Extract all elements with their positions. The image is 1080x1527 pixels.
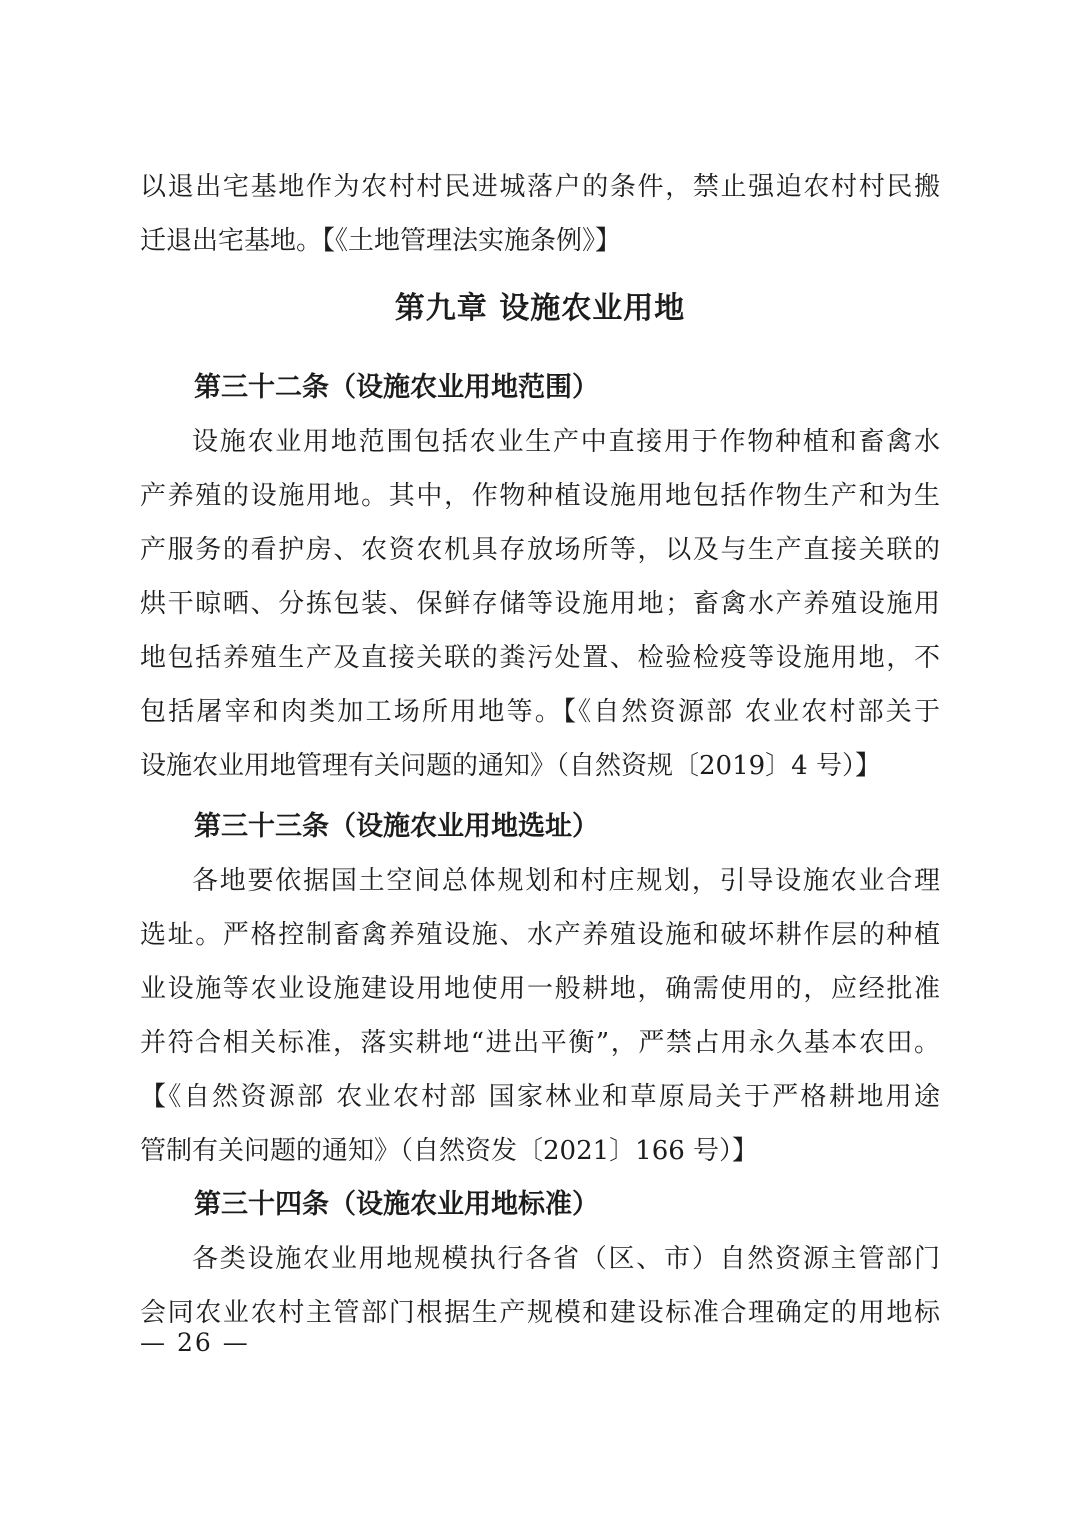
paragraph-line: 各类设施农业用地规模执行各省（区、市）自然资源主管部门 bbox=[192, 1244, 940, 1274]
article-heading: 第三十二条（设施农业用地范围） bbox=[194, 372, 599, 403]
document-body bbox=[140, 160, 940, 1340]
paragraph-line: 并符合相关标准，落实耕地“进出平衡”，严禁占用永久基本农田。 bbox=[140, 1028, 940, 1058]
paragraph-line: 产养殖的设施用地。其中，作物种植设施用地包括作物生产和为生 bbox=[140, 481, 940, 511]
chapter-heading: 第九章 设施农业用地 bbox=[394, 291, 686, 326]
paragraph-line: 各地要依据国土空间总体规划和村庄规划，引导设施农业合理 bbox=[192, 866, 940, 896]
paragraph-line: 会同农业农村主管部门根据生产规模和建设标准合理确定的用地标 bbox=[140, 1298, 940, 1328]
paragraph-line: 管制有关问题的通知》（自然资发〔2021〕166 号）】 bbox=[140, 1136, 759, 1166]
article-heading: 第三十四条（设施农业用地标准） bbox=[194, 1189, 599, 1220]
paragraph-line: 设施农业用地管理有关问题的通知》（自然资规〔2019〕4 号）】 bbox=[140, 751, 881, 781]
paragraph-line: 包括屠宰和肉类加工场所用地等。【《自然资源部 农业农村部关于 bbox=[140, 697, 940, 727]
paragraph-line: 烘干晾晒、分拣包装、保鲜存储等设施用地；畜禽水产养殖设施用 bbox=[140, 589, 940, 619]
paragraph-line: 业设施等农业设施建设用地使用一般耕地，确需使用的，应经批准 bbox=[140, 974, 940, 1004]
paragraph-line: 选址。严格控制畜禽养殖设施、水产养殖设施和破坏耕作层的种植 bbox=[140, 920, 940, 950]
paragraph-line: 迁退出宅基地。【《土地管理法实施条例》】 bbox=[140, 226, 622, 256]
page-number: — 26 — bbox=[140, 1328, 250, 1357]
paragraph-line: 以退出宅基地作为农村村民进城落户的条件，禁止强迫农村村民搬 bbox=[140, 172, 940, 202]
paragraph-line: 设施农业用地范围包括农业生产中直接用于作物种植和畜禽水 bbox=[192, 427, 940, 457]
paragraph-line: 产服务的看护房、农资农机具存放场所等，以及与生产直接关联的 bbox=[140, 535, 940, 565]
paragraph-line: 【《自然资源部 农业农村部 国家林业和草原局关于严格耕地用途 bbox=[140, 1082, 940, 1112]
article-heading: 第三十三条（设施农业用地选址） bbox=[194, 811, 599, 842]
paragraph-line: 地包括养殖生产及直接关联的粪污处置、检验检疫等设施用地，不 bbox=[140, 643, 940, 673]
